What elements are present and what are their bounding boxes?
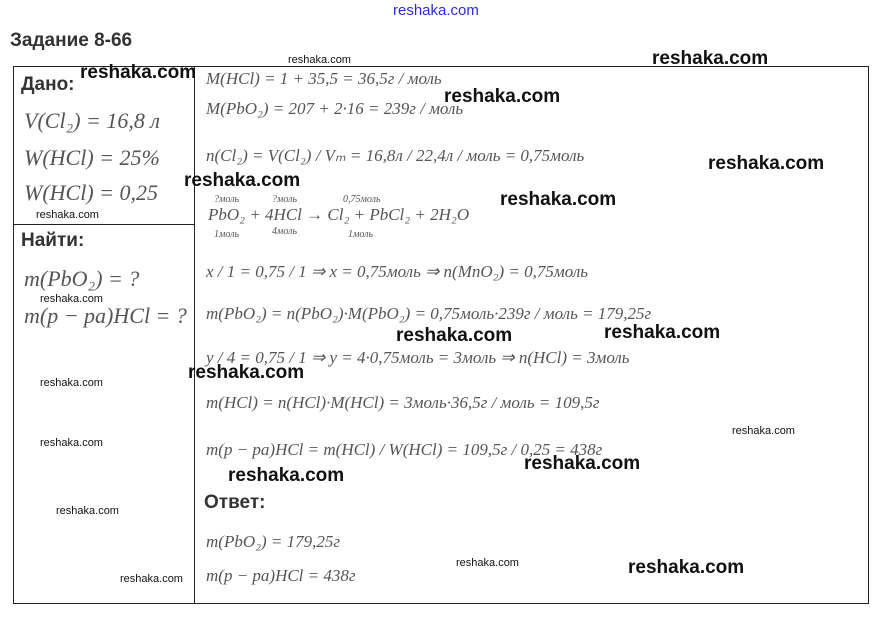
column-divider xyxy=(194,66,195,604)
reaction-label: ?моль xyxy=(214,194,240,205)
solution-line: x / 1 = 0,75 / 1 ⇒ x = 0,75моль ⇒ n(MnO₂) = 0,75моль xyxy=(206,262,589,281)
find-line: m(PbO₂) = ? xyxy=(24,266,140,291)
watermark: reshaka.com xyxy=(80,62,197,83)
reaction-label: 0,75моль xyxy=(343,194,381,205)
reaction-label: 1моль xyxy=(214,229,240,240)
solution-line: y / 4 = 0,75 / 1 ⇒ y = 4·0,75моль = 3моль ⇒ n(HCl) = 3моль xyxy=(206,348,630,367)
watermark: reshaka.com xyxy=(456,557,519,569)
given-line: W(HCl) = 0,25 xyxy=(24,180,158,205)
watermark: reshaka.com xyxy=(628,557,745,578)
given-line: V(Cl₂) = 16,8 л xyxy=(24,108,160,133)
given-line: W(HCl) = 25% xyxy=(24,145,160,170)
watermark: reshaka.com xyxy=(444,86,561,107)
given-find-divider xyxy=(13,224,194,225)
solution-line: n(Cl₂) = V(Cl₂) / Vₘ = 16,8л / 22,4л / моль = 0,75моль xyxy=(206,146,585,165)
watermark: reshaka.com xyxy=(228,465,345,486)
solution-line: m(PbO₂) = n(PbO₂)·M(PbO₂) = 0,75моль·239г / моль = 179,25г xyxy=(206,304,652,323)
answer-heading: Ответ: xyxy=(204,492,266,513)
solution-line: m(HCl) = n(HCl)·M(HCl) = 3моль·36,5г / моль = 109,5г xyxy=(206,393,600,412)
watermark: reshaka.com xyxy=(120,573,183,585)
watermark: reshaka.com xyxy=(40,377,103,389)
watermark: reshaka.com xyxy=(652,48,769,69)
watermark: reshaka.com xyxy=(184,170,301,191)
solution-line: M(HCl) = 1 + 35,5 = 36,5г / моль xyxy=(206,69,442,88)
watermark: reshaka.com xyxy=(56,505,119,517)
answer-line: m(р − ра)HCl = 438г xyxy=(206,566,356,585)
watermark: reshaka.com xyxy=(188,362,305,383)
watermark: reshaka.com xyxy=(604,322,721,343)
find-heading: Найти: xyxy=(21,230,85,251)
watermark: reshaka.com xyxy=(36,209,99,221)
solution-line: M(PbO₂) = 207 + 2·16 = 239г / моль xyxy=(206,99,464,118)
reaction-label: ?моль xyxy=(272,194,298,205)
task-title: Задание 8-66 xyxy=(10,30,133,51)
watermark: reshaka.com xyxy=(40,293,103,305)
solution-line: m(р − ра)HCl = m(HCl) / W(HCl) = 109,5г / 0,25 = 438г xyxy=(206,440,603,459)
watermark: reshaka.com xyxy=(732,425,795,437)
watermark: reshaka.com xyxy=(396,325,513,346)
answer-line: m(PbO₂) = 179,25г xyxy=(206,532,341,551)
watermark: reshaka.com xyxy=(708,153,825,174)
watermark: reshaka.com xyxy=(40,437,103,449)
site-link[interactable]: reshaka.com xyxy=(393,2,479,19)
watermark: reshaka.com xyxy=(288,54,351,66)
watermark: reshaka.com xyxy=(524,453,641,474)
find-line: m(р − ра)HCl = ? xyxy=(24,303,187,328)
reaction-label: 1моль xyxy=(348,229,374,240)
given-heading: Дано: xyxy=(21,74,75,95)
watermark: reshaka.com xyxy=(500,189,617,210)
reaction-equation: PbO₂ + 4HCl → Cl₂ + PbCl₂ + 2H₂O xyxy=(208,205,470,224)
reaction-label: 4моль xyxy=(272,226,298,237)
